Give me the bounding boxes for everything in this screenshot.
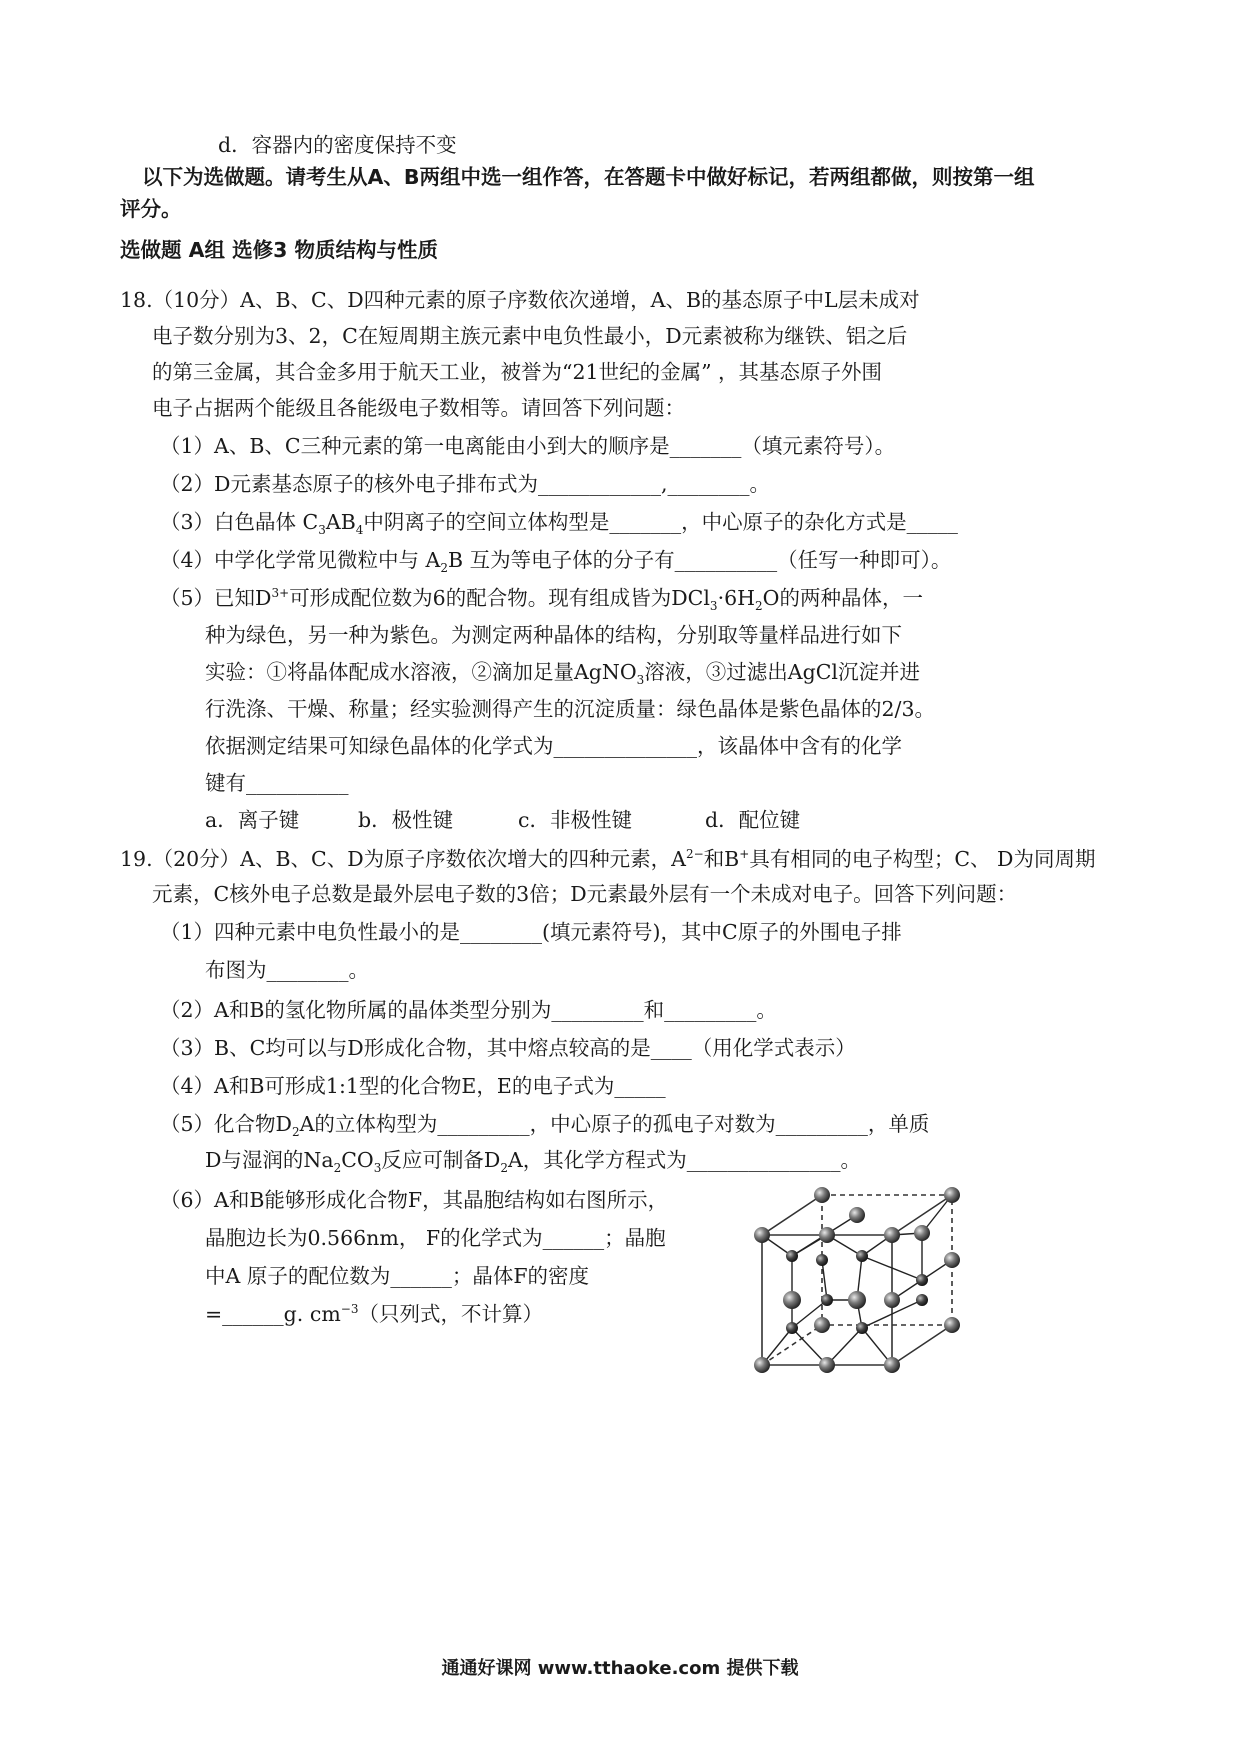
q18-stem-line-3: 的第三金属，其合金多用于航天工业，被誉为“21世纪的金属” ，其基态原子外围: [152, 360, 883, 384]
q19-part-1-line-2: 布图为________。: [205, 958, 369, 982]
q18-part-5-line-5: 依据测定结果可知绿色晶体的化学式为______________，该晶体中含有的化学: [205, 734, 902, 758]
q19-part-5-line-2: D与湿润的$Na_2CO_3$反应可制备$D_2A$，其化学方程式为_______________。: [205, 1148, 862, 1176]
q18-stem-line-2: 电子数分别为3、2，C在短周期主族元素中电负性最小，D元素被称为继铁、铝之后: [152, 324, 908, 348]
q18-part-2: （2）D元素基态原子的核外电子排布式为____________,________。: [160, 472, 770, 496]
q19-part-3: （3）B、C均可以与D形成化合物，其中熔点较高的是____（用化学式表示）: [160, 1036, 856, 1060]
crystal-unit-cell-figure: [742, 1178, 1062, 1378]
q19-part-6-line-4: =______g. $cm^{-3}$（只列式，不计算）: [205, 1302, 543, 1326]
q18-part-4: （4）中学化学常见微粒中与 $A_2B$ 互为等电子体的分子有__________（任写一种即可）。: [160, 548, 952, 576]
q19-part-5-line-1: （5）化合物$D_2A$的立体构型为_________，中心原子的孤电子对数为_________，单质: [160, 1112, 930, 1140]
q19-stem-line-2: 元素，C核外电子总数是最外层电子数的3倍；D元素最外层有一个未成对电子。回答下列问题：: [152, 882, 1018, 906]
q19-part-1-line-1: （1）四种元素中电负性最小的是________(填元素符号)，其中C原子的外围电子排: [160, 920, 902, 944]
q18-stem-line-4: 电子占据两个能级且各能级电子数相等。请回答下列问题：: [152, 396, 685, 420]
q18-part-1: （1）A、B、C三种元素的第一电离能由小到大的顺序是_______（填元素符号）。: [160, 434, 896, 458]
atoms-large: [754, 1187, 960, 1373]
q19-part-4: （4）A和B可形成1:1型的化合物E，E的电子式为_____: [160, 1074, 666, 1098]
option-d-line: d．容器内的密度保持不变: [218, 133, 457, 157]
q18-stem-line-1: 18.（10分）A、B、C、D四种元素的原子序数依次递增，A、B的基态原子中L层未成对: [120, 288, 920, 312]
q19-part-6-line-1: （6）A和B能够形成化合物F，其晶胞结构如右图所示，: [160, 1188, 669, 1212]
q18-part-3: （3）白色晶体 $C_3AB_4$中阴离子的空间立体构型是_______，中心原子的杂化方式是_____: [160, 510, 958, 538]
q18-option-d: d．配位键: [705, 808, 801, 832]
q18-part-5-line-3: 实验：①将晶体配成水溶液，②滴加足量AgNO$_3$溶液，③过滤出AgCl沉淀并进: [205, 660, 920, 688]
note-line-1: 以下为选做题。请考生从A、B两组中选一组作答，在答题卡中做好标记，若两组都做，则按第一组: [142, 165, 1035, 189]
q19-part-6-line-2: 晶胞边长为0.566nm， F的化学式为______；晶胞: [205, 1226, 666, 1250]
q18-part-5-line-4: 行洗涤、干燥、称量；经实验测得产生的沉淀质量：绿色晶体是紫色晶体的2/3。: [205, 697, 935, 721]
q18-part-5-line-6: 键有__________: [205, 771, 349, 795]
q19-part-6-line-3: 中A 原子的配位数为______；晶体F的密度: [205, 1264, 590, 1288]
q18-option-a: a．离子键: [205, 808, 300, 832]
q19-part-2: （2）A和B的氢化物所属的晶体类型分别为_________和_________。: [160, 998, 777, 1022]
q18-option-b: b．极性键: [358, 808, 454, 832]
note-line-2: 评分。: [120, 197, 182, 221]
q18-option-c: c．非极性键: [518, 808, 632, 832]
footer-source: 通通好课网 www.tthaoke.com 提供下载: [441, 1658, 799, 1679]
group-title: 选做题 A组 选修3 物质结构与性质: [120, 238, 439, 262]
q18-part-5-line-2: 种为绿色，另一种为紫色。为测定两种晶体的结构，分别取等量样品进行如下: [205, 623, 902, 647]
q19-stem-line-1: 19.（20分）A、B、C、D为原子序数依次增大的四种元素，$A^{2-}$和B+具有相同的电子构型；C、 D为同周期: [120, 847, 1096, 871]
q18-part-5-line-1: （5）已知$D^{3+}$可形成配位数为6的配合物。现有组成皆为$DCl_3\cdot 6H_2O$的两种晶体，一: [160, 586, 923, 614]
